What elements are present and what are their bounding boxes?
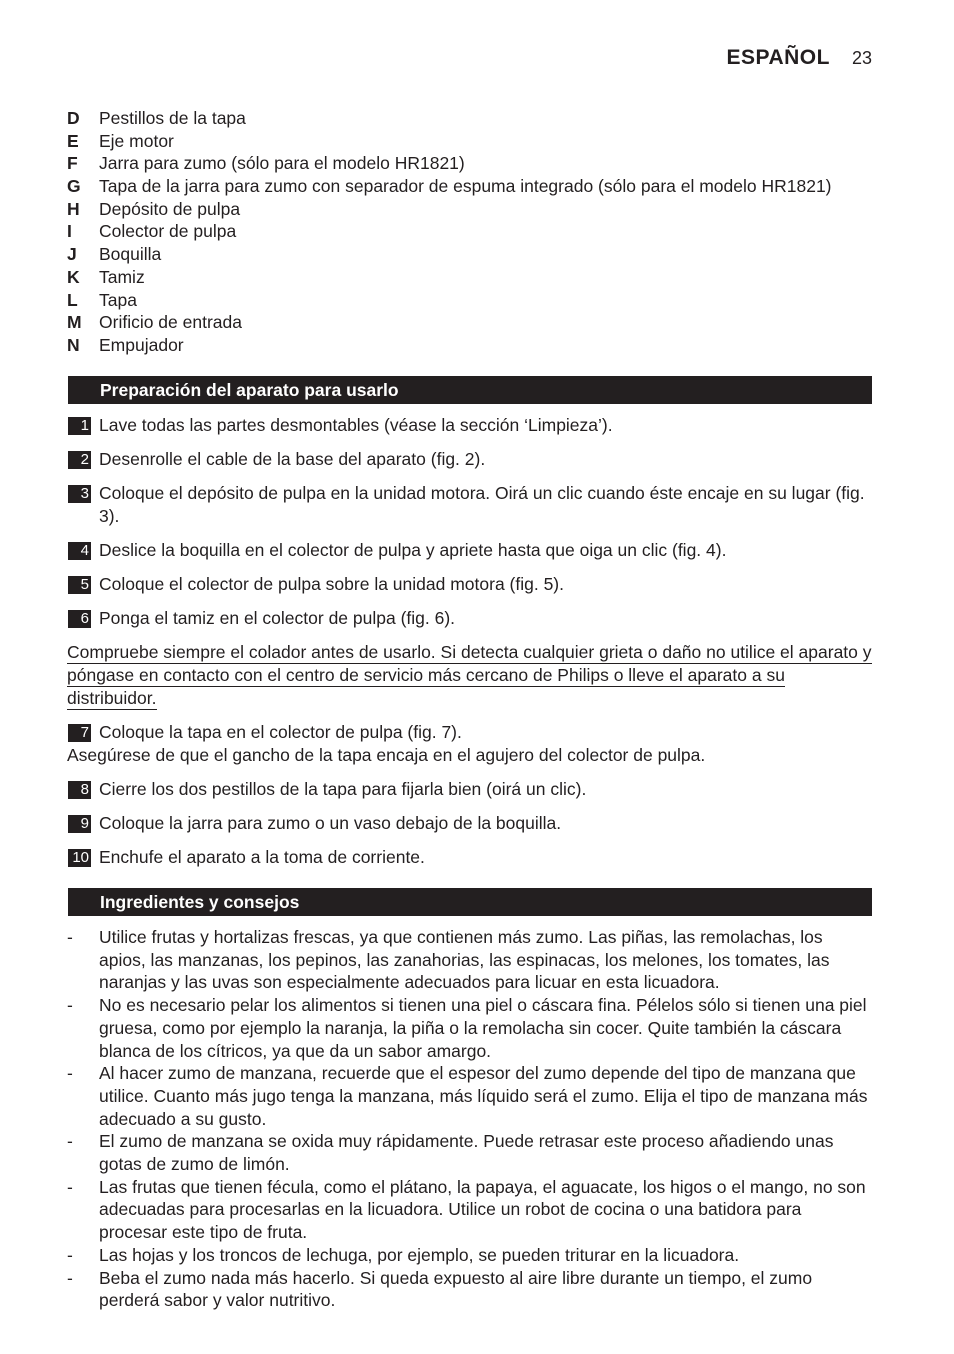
step-text: Desenrolle el cable de la base del aparato (fig. 2). — [99, 449, 486, 469]
step-item — [67, 414, 873, 437]
step-number: 6 — [68, 610, 91, 628]
part-letter: N — [67, 334, 80, 355]
section-heading-ingredients: Ingredientes y consejos — [68, 888, 872, 916]
step-text: Coloque el colector de pulpa sobre la unidad motora (fig. 5). — [99, 574, 564, 594]
bullet-dash: - — [67, 1176, 73, 1197]
parts-list — [67, 107, 832, 357]
step-note: Asegúrese de que el gancho de la tapa encaja en el agujero del colector de pulpa. — [67, 745, 706, 765]
step-number: 5 — [68, 576, 91, 594]
tip-text: Beba el zumo nada más hacerlo. Si queda expuesto al aire libre durante un tiempo, el zumo perderá sabor y valor nutritivo. — [99, 1267, 813, 1311]
list-item — [67, 994, 874, 1062]
part-item — [67, 130, 832, 153]
part-item — [67, 198, 832, 221]
step-item — [67, 482, 873, 528]
part-label: Empujador — [99, 334, 184, 355]
bullet-dash: - — [67, 927, 73, 947]
section-heading-preparation: Preparación del aparato para usarlo — [68, 376, 872, 404]
part-letter: D — [67, 108, 80, 128]
step-item — [67, 812, 873, 835]
part-label: Depósito de pulpa — [99, 198, 241, 219]
part-letter: M — [67, 312, 82, 333]
page-number: 23 — [851, 48, 872, 68]
part-item — [67, 175, 832, 198]
step-text: Ponga el tamiz en el colector de pulpa (fig. 6). — [99, 608, 456, 628]
part-item — [67, 243, 832, 266]
list-item — [67, 1267, 874, 1312]
warning-text — [67, 641, 873, 710]
part-letter: I — [67, 221, 72, 242]
step-item — [67, 721, 873, 767]
part-item — [67, 311, 832, 334]
step-item — [67, 573, 873, 596]
page-header — [727, 46, 873, 70]
part-label: Orificio de entrada — [99, 312, 242, 333]
part-letter: G — [67, 176, 81, 197]
part-label: Tapa — [99, 289, 137, 310]
list-item — [67, 1062, 874, 1130]
bullet-dash: - — [67, 1063, 73, 1084]
tip-text: Utilice frutas y hortalizas frescas, ya que contienen más zumo. Las piñas, las remolachas, los apios, las manzanas, los pepinos, las zanahorias, las espinacas, los melones, los tomates, las naranjas y las uvas son especialmente adecuados para licuar en esta licuadora. — [99, 927, 830, 993]
step-number: 8 — [68, 781, 91, 799]
step-text: Deslice la boquilla en el colector de pulpa y apriete hasta que oiga un clic (fig. 4). — [99, 540, 727, 560]
step-number: 4 — [68, 542, 91, 560]
warning-underlined: Compruebe siempre el colador antes de usarlo. Si detecta cualquier grieta o daño no utilice el aparato y póngase en contacto con el centro de servicio más cercano de Philips o lleve el aparato a su distribuidor. — [67, 642, 872, 708]
step-number: 1 — [68, 417, 91, 435]
step-item — [67, 846, 873, 869]
step-text: Cierre los dos pestillos de la tapa para fijarla bien (oirá un clic). — [99, 779, 587, 799]
list-item — [67, 926, 874, 994]
part-label: Pestillos de la tapa — [99, 108, 246, 128]
part-letter: H — [67, 198, 80, 219]
step-number: 3 — [68, 485, 91, 503]
part-label: Jarra para zumo (sólo para el modelo HR1821) — [99, 153, 465, 174]
part-letter: L — [67, 289, 78, 310]
bullet-dash: - — [67, 995, 73, 1016]
step-number: 10 — [68, 849, 91, 867]
tip-text: Al hacer zumo de manzana, recuerde que el espesor del zumo depende del tipo de manzana que utilice. Cuanto más jugo tenga la manzana, más líquido será el zumo. Elija el tipo de manzana más adecuado a su gusto. — [99, 1063, 868, 1129]
list-item — [67, 1130, 874, 1175]
part-item — [67, 220, 832, 243]
part-item — [67, 266, 832, 289]
step-item — [67, 607, 873, 630]
step-text: Enchufe el aparato a la toma de corriente. — [99, 847, 425, 867]
part-item — [67, 107, 832, 130]
step-text: Lave todas las partes desmontables (véase la sección ‘Limpieza’). — [99, 415, 613, 435]
tip-text: Las frutas que tienen fécula, como el plátano, la papaya, el aguacate, los higos o el mango, no son adecuadas para procesarlas en la licuadora. Utilice un robot de cocina o una batidora para procesar este tipo de fruta. — [99, 1176, 866, 1243]
part-item — [67, 152, 832, 175]
tip-text: Las hojas y los troncos de lechuga, por ejemplo, se pueden triturar en la licuadora. — [99, 1244, 740, 1265]
part-label: Boquilla — [99, 244, 162, 265]
part-item — [67, 334, 832, 357]
bullet-dash: - — [67, 1267, 73, 1288]
part-label: Tapa de la jarra para zumo con separador de espuma integrado (sólo para el modelo HR1821) — [99, 176, 832, 197]
tip-text: No es necesario pelar los alimentos si tienen una piel o cáscara fina. Pélelos sólo si tienen una piel gruesa, como por ejemplo la naranja, la piña o la remolacha sin cocer. Quite también la cáscara blanca de los cítricos, ya que da un sabor amargo. — [99, 995, 867, 1061]
part-label: Tamiz — [99, 266, 145, 287]
language-label: ESPAÑOL — [726, 46, 830, 69]
step-text: Coloque el depósito de pulpa en la unidad motora. Oirá un clic cuando éste encaje en su lugar (fig. 3). — [99, 483, 865, 526]
list-item — [67, 1244, 874, 1267]
part-letter: K — [67, 266, 80, 287]
part-label: Eje motor — [99, 130, 174, 151]
list-item — [67, 1176, 874, 1244]
part-letter: F — [67, 153, 78, 174]
part-letter: E — [67, 130, 79, 151]
step-text: Coloque la jarra para zumo o un vaso debajo de la boquilla. — [99, 813, 562, 833]
part-label: Colector de pulpa — [99, 221, 237, 242]
step-number: 2 — [68, 451, 91, 469]
step-item — [67, 539, 873, 562]
tip-text: El zumo de manzana se oxida muy rápidamente. Puede retrasar este proceso añadiendo unas gotas de zumo de limón. — [99, 1131, 834, 1175]
part-item — [67, 289, 832, 312]
step-text: Coloque la tapa en el colector de pulpa (fig. 7). — [99, 722, 462, 742]
step-item — [67, 448, 873, 471]
tips-list — [67, 926, 874, 1312]
preparation-steps — [67, 414, 873, 880]
bullet-dash: - — [67, 1244, 73, 1265]
bullet-dash: - — [67, 1131, 73, 1152]
step-number: 7 — [68, 724, 91, 742]
step-number: 9 — [68, 815, 91, 833]
part-letter: J — [67, 244, 77, 265]
step-item — [67, 778, 873, 801]
